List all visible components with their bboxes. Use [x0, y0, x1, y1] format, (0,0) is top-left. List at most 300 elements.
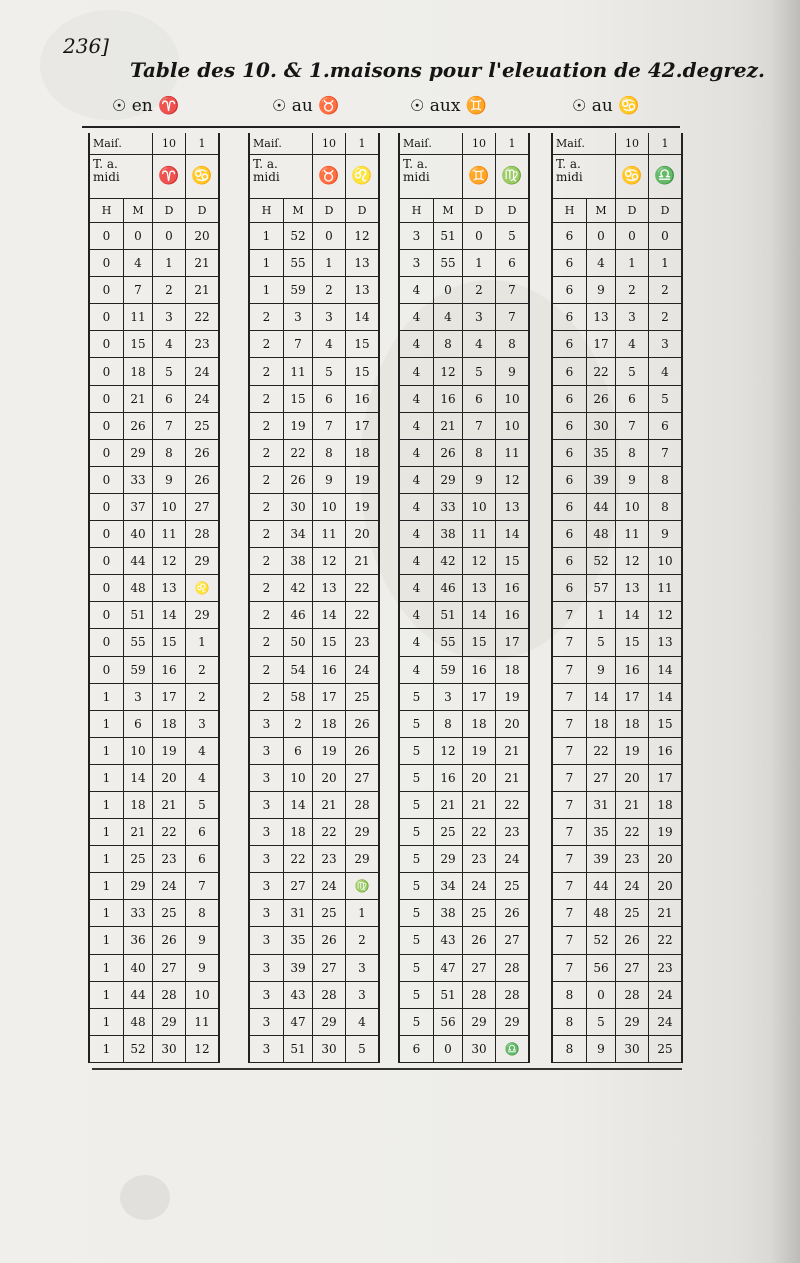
table-cell: 22: [649, 927, 681, 954]
zodiac-sign-icon: ♊: [463, 155, 496, 199]
table-cell: 33: [434, 494, 463, 521]
table-cell: 50: [284, 629, 313, 656]
table-cell: 5: [400, 792, 434, 819]
table-cell: 24: [153, 873, 186, 900]
gemini-icon: ♊: [465, 96, 487, 116]
table-cell: 6: [553, 521, 587, 548]
table-cell: 2: [649, 304, 681, 331]
table-cell: 30: [463, 1036, 496, 1063]
table-cell: 28: [496, 982, 528, 1009]
table-cell: 4: [400, 304, 434, 331]
column-header: D: [346, 199, 378, 223]
table-cell: 26: [313, 927, 346, 954]
table-cell: 14: [284, 792, 313, 819]
table-cell: 30: [587, 413, 616, 440]
table-cell: 22: [284, 440, 313, 467]
table-cell: 14: [346, 304, 378, 331]
table-cell: 29: [153, 1009, 186, 1036]
table-cell: 14: [649, 684, 681, 711]
table-cell: 1: [587, 602, 616, 629]
table-cell: 3: [250, 711, 284, 738]
table-cell: 48: [124, 575, 153, 602]
table-cell: 20: [649, 846, 681, 873]
table-cell: 30: [284, 494, 313, 521]
table-cell: 17: [496, 629, 528, 656]
table-cell: 6: [553, 250, 587, 277]
table-cell: 11: [313, 521, 346, 548]
table-cell: 20: [313, 765, 346, 792]
table-cell: 13: [616, 575, 649, 602]
table-cell: 15: [496, 548, 528, 575]
table-cell: 17: [153, 684, 186, 711]
table-cell: 19: [496, 684, 528, 711]
table-cell: 3: [250, 792, 284, 819]
table-cell: 5: [400, 873, 434, 900]
table-cell: 51: [434, 602, 463, 629]
table-cell: 10: [649, 548, 681, 575]
table-cell: 5: [400, 765, 434, 792]
table-cell: 24: [649, 982, 681, 1009]
column-header: M: [587, 199, 616, 223]
table-cell: 17: [649, 765, 681, 792]
taurus-icon: ♉: [318, 96, 340, 116]
table-cell: 39: [284, 955, 313, 982]
table-cell: 8: [186, 900, 218, 927]
table-cell: 6: [400, 1036, 434, 1063]
table-cell: 0: [90, 440, 124, 467]
table-cell: 4: [186, 738, 218, 765]
table-cell: 2: [250, 494, 284, 521]
table-cell: 4: [124, 250, 153, 277]
house-10-label: 10: [313, 133, 346, 155]
table-cell: 8: [649, 467, 681, 494]
table-cell: 0: [434, 277, 463, 304]
table-cell: 27: [153, 955, 186, 982]
table-cell: 0: [90, 250, 124, 277]
table-cell: 11: [124, 304, 153, 331]
house-table: [398, 133, 530, 1063]
table-cell: 47: [284, 1009, 313, 1036]
table-cell: 26: [496, 900, 528, 927]
table-cell: 13: [649, 629, 681, 656]
table-cell: 4: [400, 602, 434, 629]
house-1-label: 1: [649, 133, 681, 155]
column-header: D: [313, 199, 346, 223]
table-cell: 14: [587, 684, 616, 711]
table-cell: 5: [186, 792, 218, 819]
table-cell: 29: [496, 1009, 528, 1036]
table-cell: 2: [346, 927, 378, 954]
table-heading: [112, 96, 179, 116]
table-cell: 6: [553, 575, 587, 602]
table-cell: 2: [250, 521, 284, 548]
table-cell: 22: [587, 738, 616, 765]
table-cell: ♍: [346, 873, 378, 900]
table-cell: 19: [616, 738, 649, 765]
table-cell: 7: [616, 413, 649, 440]
table-cell: 5: [587, 629, 616, 656]
table-heading: [410, 96, 487, 116]
table-cell: 40: [124, 521, 153, 548]
table-cell: 55: [434, 250, 463, 277]
table-cell: 25: [616, 900, 649, 927]
table-cell: 15: [313, 629, 346, 656]
water-stain: [120, 1175, 170, 1220]
table-cell: 17: [346, 413, 378, 440]
table-cell: 22: [186, 304, 218, 331]
table-cell: 4: [400, 277, 434, 304]
table-cell: 15: [463, 629, 496, 656]
table-cell: 20: [496, 711, 528, 738]
table-cell: 48: [587, 521, 616, 548]
column-header: D: [153, 199, 186, 223]
table-cell: 55: [124, 629, 153, 656]
table-cell: 18: [284, 819, 313, 846]
table-cell: 33: [124, 900, 153, 927]
sun-icon: ☉: [572, 96, 587, 115]
table-cell: 1: [90, 819, 124, 846]
table-cell: 11: [186, 1009, 218, 1036]
table-cell: ♌: [186, 575, 218, 602]
table-cell: 4: [587, 250, 616, 277]
table-cell: 20: [463, 765, 496, 792]
table-cell: 12: [313, 548, 346, 575]
table-cell: 15: [124, 331, 153, 358]
table-cell: 16: [496, 575, 528, 602]
table-cell: 2: [284, 711, 313, 738]
table-cell: 7: [553, 629, 587, 656]
time-label-line2: midi: [403, 170, 430, 184]
table-cell: 10: [616, 494, 649, 521]
table-cell: 7: [153, 413, 186, 440]
table-cell: 18: [587, 711, 616, 738]
table-cell: 23: [186, 331, 218, 358]
table-cell: 4: [153, 331, 186, 358]
table-cell: 3: [313, 304, 346, 331]
table-cell: 47: [434, 955, 463, 982]
zodiac-sign-icon: ♌: [346, 155, 378, 199]
table-cell: 52: [587, 927, 616, 954]
table-cell: 25: [463, 900, 496, 927]
table-cell: 29: [124, 873, 153, 900]
table-cell: 1: [250, 223, 284, 250]
table-cell: 28: [463, 982, 496, 1009]
table-cell: 23: [649, 955, 681, 982]
table-cell: 44: [124, 548, 153, 575]
table-cell: 24: [649, 1009, 681, 1036]
table-cell: 9: [649, 521, 681, 548]
table-cell: 4: [400, 494, 434, 521]
table-cell: 1: [313, 250, 346, 277]
table-cell: 20: [186, 223, 218, 250]
table-cell: 18: [496, 657, 528, 684]
table-cell: 2: [186, 684, 218, 711]
column-header: D: [496, 199, 528, 223]
table-cell: 14: [463, 602, 496, 629]
table-cell: 2: [250, 602, 284, 629]
table-cell: 10: [496, 386, 528, 413]
column-header: H: [553, 199, 587, 223]
sun-icon: ☉: [272, 96, 287, 115]
table-cell: 25: [649, 1036, 681, 1063]
table-cell: 18: [616, 711, 649, 738]
table-cell: 6: [553, 467, 587, 494]
table-cell: 6: [553, 494, 587, 521]
table-cell: 25: [153, 900, 186, 927]
table-cell: 26: [153, 927, 186, 954]
zodiac-sign-icon: ♋: [186, 155, 218, 199]
table-cell: 26: [434, 440, 463, 467]
house-table: [248, 133, 380, 1063]
table-cell: 7: [313, 413, 346, 440]
table-cell: 22: [313, 819, 346, 846]
table-cell: 29: [463, 1009, 496, 1036]
table-cell: 29: [124, 440, 153, 467]
time-label-line2: midi: [93, 170, 120, 184]
table-cell: 4: [616, 331, 649, 358]
table-cell: 16: [649, 738, 681, 765]
table-cell: 29: [346, 819, 378, 846]
table-cell: 37: [124, 494, 153, 521]
table-heading: [272, 96, 339, 116]
table-cell: 52: [124, 1036, 153, 1063]
table-cell: 1: [90, 738, 124, 765]
table-cell: 6: [124, 711, 153, 738]
table-cell: 0: [463, 223, 496, 250]
column-header: D: [649, 199, 681, 223]
table-cell: 6: [553, 331, 587, 358]
table-cell: 6: [616, 386, 649, 413]
table-cell: 9: [463, 467, 496, 494]
table-cell: 44: [587, 494, 616, 521]
table-cell: 30: [616, 1036, 649, 1063]
table-cell: 0: [90, 602, 124, 629]
table-cell: 0: [124, 223, 153, 250]
table-cell: 5: [153, 358, 186, 385]
table-cell: 28: [346, 792, 378, 819]
table-cell: 39: [587, 846, 616, 873]
column-header: M: [434, 199, 463, 223]
table-cell: 19: [313, 738, 346, 765]
table-cell: 21: [616, 792, 649, 819]
table-cell: 6: [553, 223, 587, 250]
table-cell: 3: [186, 711, 218, 738]
table-cell: 12: [496, 467, 528, 494]
zodiac-sign-icon: ♉: [313, 155, 346, 199]
table-cell: 0: [90, 413, 124, 440]
table-cell: 31: [284, 900, 313, 927]
table-cell: 0: [90, 575, 124, 602]
table-cell: 8: [434, 711, 463, 738]
table-cell: 22: [587, 358, 616, 385]
table-cell: 22: [284, 846, 313, 873]
house-10-label: 10: [616, 133, 649, 155]
table-cell: 29: [346, 846, 378, 873]
table-cell: 36: [124, 927, 153, 954]
table-cell: 3: [346, 955, 378, 982]
table-cell: 11: [463, 521, 496, 548]
table-cell: 1: [90, 982, 124, 1009]
table-cell: 8: [313, 440, 346, 467]
table-cell: 2: [649, 277, 681, 304]
table-cell: 56: [587, 955, 616, 982]
table-cell: 15: [346, 358, 378, 385]
table-cell: 6: [153, 386, 186, 413]
table-cell: 28: [186, 521, 218, 548]
table-cell: 2: [250, 629, 284, 656]
table-cell: 3: [346, 982, 378, 1009]
table-cell: 23: [463, 846, 496, 873]
table-cell: 5: [587, 1009, 616, 1036]
table-cell: 17: [463, 684, 496, 711]
table-cell: 42: [284, 575, 313, 602]
table-cell: 4: [400, 413, 434, 440]
table-cell: 16: [153, 657, 186, 684]
table-cell: 25: [186, 413, 218, 440]
zodiac-sign-icon: ♈: [153, 155, 186, 199]
table-cell: 52: [587, 548, 616, 575]
table-cell: 18: [649, 792, 681, 819]
table-cell: 8: [616, 440, 649, 467]
table-cell: 35: [587, 819, 616, 846]
table-cell: 40: [124, 955, 153, 982]
table-cell: 26: [346, 738, 378, 765]
table-cell: 58: [284, 684, 313, 711]
table-cell: 23: [313, 846, 346, 873]
table-cell: 2: [250, 548, 284, 575]
table-cell: 1: [90, 955, 124, 982]
column-header: H: [90, 199, 124, 223]
table-cell: 18: [463, 711, 496, 738]
table-cell: 22: [463, 819, 496, 846]
table-cell: 27: [616, 955, 649, 982]
table-cell: 6: [186, 846, 218, 873]
heading-preposition: au: [591, 96, 613, 116]
table-cell: 23: [616, 846, 649, 873]
table-cell: 1: [90, 873, 124, 900]
table-cell: 55: [284, 250, 313, 277]
sun-icon: ☉: [410, 96, 425, 115]
table-cell: 0: [90, 467, 124, 494]
table-cell: 3: [250, 927, 284, 954]
table-cell: 0: [90, 629, 124, 656]
table-cell: 2: [186, 657, 218, 684]
table-cell: 0: [153, 223, 186, 250]
table-cell: 3: [463, 304, 496, 331]
table-cell: 26: [616, 927, 649, 954]
table-cell: 22: [153, 819, 186, 846]
table-cell: 52: [284, 223, 313, 250]
table-cell: 2: [250, 331, 284, 358]
table-cell: 3: [250, 900, 284, 927]
table-cell: 13: [496, 494, 528, 521]
table-cell: 28: [153, 982, 186, 1009]
table-cell: 44: [587, 873, 616, 900]
table-cell: 4: [400, 548, 434, 575]
table-cell: 1: [90, 765, 124, 792]
table-cell: 2: [616, 277, 649, 304]
table-cell: 4: [400, 467, 434, 494]
table-cell: 16: [463, 657, 496, 684]
table-cell: 14: [649, 657, 681, 684]
house-table: [88, 133, 220, 1063]
table-cell: 25: [434, 819, 463, 846]
table-cell: 5: [313, 358, 346, 385]
table-cell: 4: [346, 1009, 378, 1036]
table-cell: 7: [553, 657, 587, 684]
table-cell: 4: [434, 304, 463, 331]
table-cell: 12: [346, 223, 378, 250]
table-cell: 27: [284, 873, 313, 900]
table-cell: 21: [313, 792, 346, 819]
house-1-label: 1: [186, 133, 218, 155]
table-cell: 3: [250, 819, 284, 846]
table-cell: 11: [284, 358, 313, 385]
table-cell: 20: [346, 521, 378, 548]
table-bottom-rule: [92, 1068, 682, 1070]
table-cell: 10: [153, 494, 186, 521]
table-cell: 7: [649, 440, 681, 467]
table-cell: 3: [250, 982, 284, 1009]
table-cell: 15: [346, 331, 378, 358]
table-cell: 12: [463, 548, 496, 575]
table-cell: 10: [496, 413, 528, 440]
heading-preposition: aux: [429, 96, 461, 116]
time-from-noon-label: [250, 155, 313, 199]
table-cell: 4: [400, 521, 434, 548]
table-cell: 19: [346, 494, 378, 521]
table-cell: 13: [346, 250, 378, 277]
table-cell: 1: [90, 711, 124, 738]
table-cell: 5: [400, 1009, 434, 1036]
table-cell: 7: [496, 304, 528, 331]
table-heading: [572, 96, 639, 116]
cancer-icon: ♋: [618, 96, 640, 116]
table-cell: 1: [186, 629, 218, 656]
table-cell: 1: [616, 250, 649, 277]
table-cell: 12: [434, 358, 463, 385]
table-cell: 0: [90, 521, 124, 548]
table-cell: 3: [250, 765, 284, 792]
table-cell: 48: [124, 1009, 153, 1036]
table-cell: 18: [153, 711, 186, 738]
page-title: Table des 10. & 1.maisons pour l'eleuation de 42.degrez.: [130, 58, 765, 82]
table-cell: 9: [616, 467, 649, 494]
table-cell: 24: [496, 846, 528, 873]
table-cell: 9: [587, 1036, 616, 1063]
table-cell: 1: [153, 250, 186, 277]
table-cell: 4: [400, 386, 434, 413]
table-cell: 3: [250, 955, 284, 982]
table-cell: ♎: [496, 1036, 528, 1063]
table-cell: 21: [463, 792, 496, 819]
table-cell: 57: [587, 575, 616, 602]
table-cell: 39: [587, 467, 616, 494]
house-10-label: 10: [463, 133, 496, 155]
table-cell: 9: [186, 927, 218, 954]
table-cell: 56: [434, 1009, 463, 1036]
page-number: 236]: [63, 34, 109, 58]
table-cell: 2: [250, 413, 284, 440]
table-cell: 2: [250, 467, 284, 494]
table-cell: 1: [90, 846, 124, 873]
table-cell: 43: [284, 982, 313, 1009]
mais-label: Maiſ.: [250, 133, 313, 155]
mais-label: Maiſ.: [553, 133, 616, 155]
table-cell: 1: [346, 900, 378, 927]
table-cell: 0: [90, 657, 124, 684]
table-cell: 10: [284, 765, 313, 792]
